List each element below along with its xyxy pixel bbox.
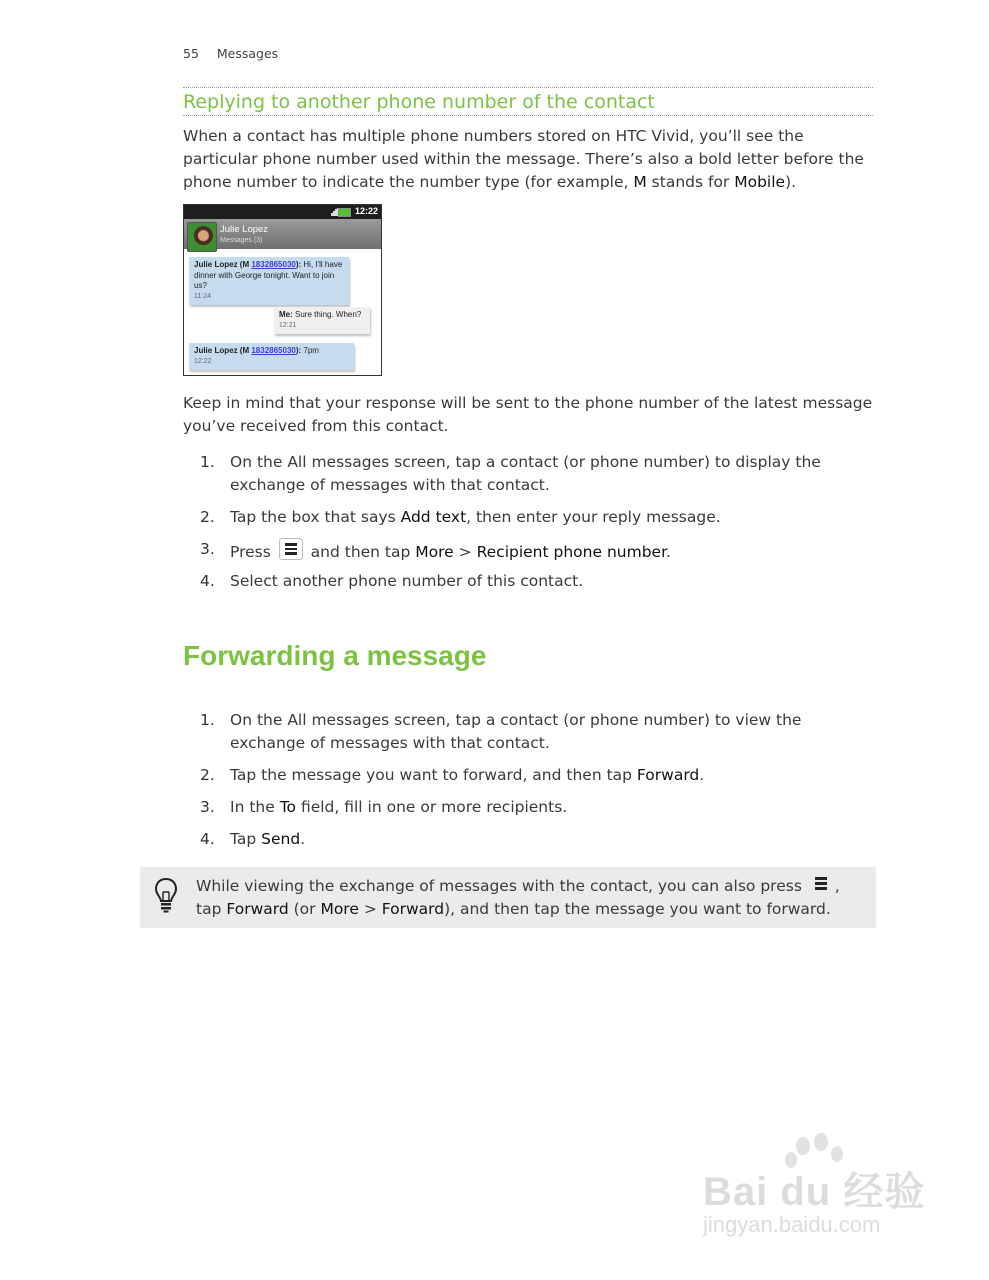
watermark bbox=[703, 1132, 933, 1242]
keep-in-mind-paragraph: Keep in mind that your response will be sent to the phone number of the latest message you’ve received from this contact. bbox=[183, 394, 873, 435]
divider-top bbox=[183, 87, 873, 88]
divider-bottom bbox=[183, 115, 873, 116]
watermark-url: jingyan.baidu.com bbox=[703, 1212, 881, 1237]
status-bar bbox=[184, 205, 381, 219]
menu-icon bbox=[279, 538, 303, 560]
step-item: 2. Tap the message you want to forward, and then tap Forward. bbox=[200, 766, 705, 784]
message-time: 11:24 bbox=[194, 292, 211, 300]
page-number: 55 bbox=[183, 46, 199, 61]
menu-icon bbox=[810, 874, 832, 894]
tip-text: While viewing the exchange of messages with the contact, you can also press , tap Forward (or More > Forward), and then tap the message you want to forward. bbox=[196, 874, 866, 921]
message-time: 12:21 bbox=[279, 321, 297, 329]
avatar bbox=[187, 222, 217, 252]
contact-name: Julie Lopez bbox=[220, 224, 269, 235]
step-item: 1. On the All messages screen, tap a contact (or phone number) to display the exchange of messages with that contact. bbox=[200, 453, 821, 494]
intro-paragraph: When a contact has multiple phone numbers stored on HTC Vivid, you’ll see the particular phone number used within the message. There’s also a bold letter before the phone number to indicate the number type (for example, M stands for Mobile). bbox=[183, 127, 864, 191]
section-title-forwarding: Forwarding a message bbox=[183, 640, 487, 671]
tip-box bbox=[140, 867, 876, 928]
page-header bbox=[183, 46, 278, 61]
section-title-replying: Replying to another phone number of the contact bbox=[183, 91, 655, 113]
step-item: 2. Tap the box that says Add text, then enter your reply message. bbox=[200, 508, 721, 526]
step-item: 3. Press and then tap More > Recipient phone number. bbox=[200, 540, 671, 561]
bold-mobile: Mobile bbox=[734, 173, 786, 191]
step-item: 4. Select another phone number of this contact. bbox=[200, 572, 584, 590]
message-time: 12:22 bbox=[194, 357, 212, 365]
message-bubble[interactable]: Julie Lopez (M 1832865030): 7pm 12:22 bbox=[189, 343, 354, 370]
lightbulb-icon bbox=[154, 877, 178, 913]
step-item: 4. Tap Send. bbox=[200, 830, 306, 848]
status-clock: 12:22 bbox=[354, 206, 378, 216]
message-bubble[interactable]: Julie Lopez (M 1832865030): Hi, I'll have dinner with George tonight. Want to join us? 11:24 bbox=[189, 257, 349, 305]
watermark-logo: Bai du 经验 bbox=[703, 1170, 926, 1214]
bold-M: M bbox=[633, 173, 647, 191]
message-count: Messages (3) bbox=[220, 237, 263, 244]
battery-icon bbox=[338, 208, 351, 217]
section-name: Messages bbox=[216, 46, 279, 61]
step-item: 3. In the To field, fill in one or more recipients. bbox=[200, 798, 568, 816]
message-bubble[interactable]: Me: Sure thing. When? 12:21 bbox=[274, 307, 370, 334]
conversation-header bbox=[184, 219, 381, 249]
phone-screenshot bbox=[183, 204, 382, 376]
step-item: 1. On the All messages screen, tap a contact (or phone number) to view the exchange of messages with that contact. bbox=[200, 711, 802, 752]
